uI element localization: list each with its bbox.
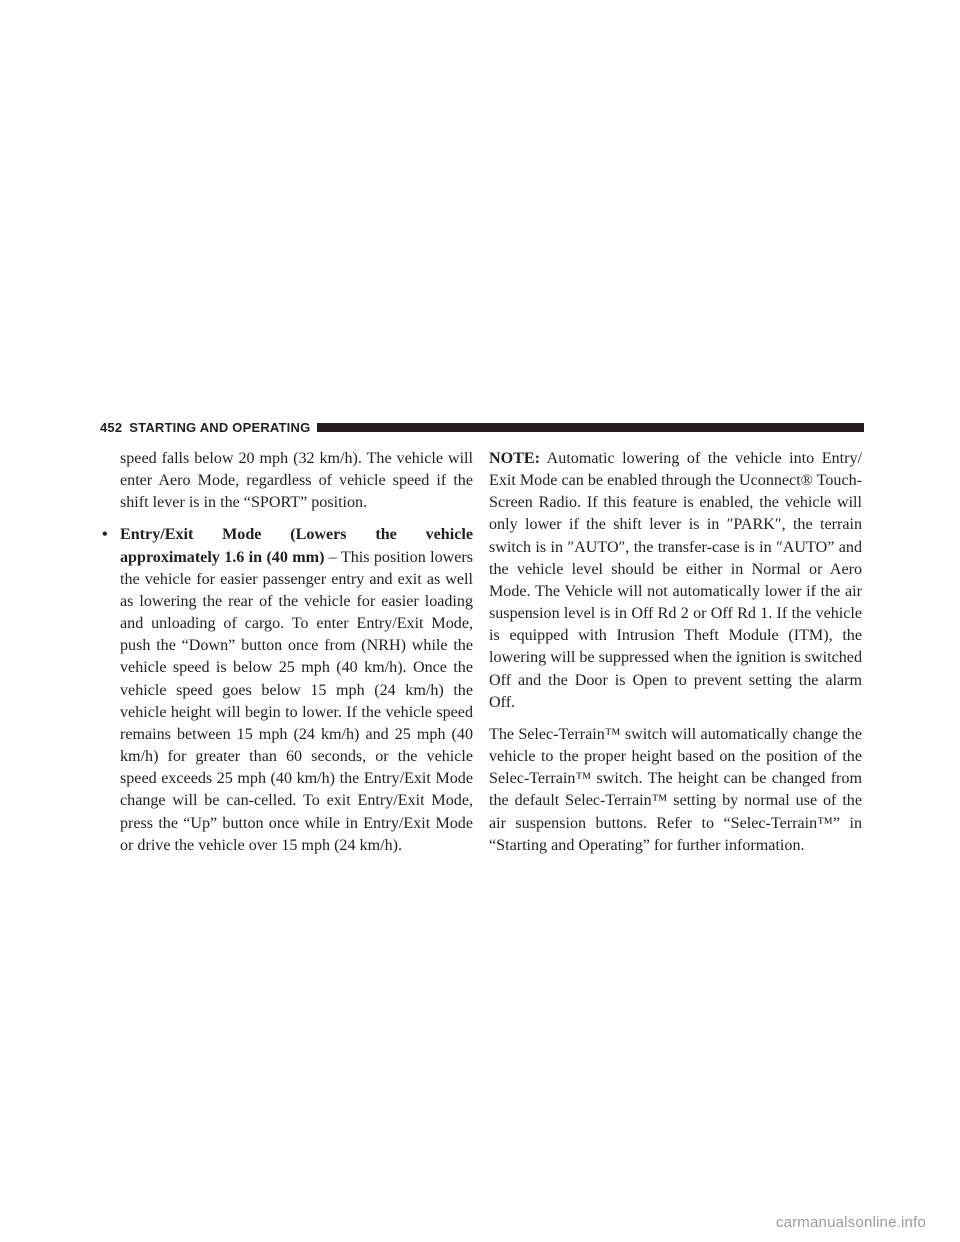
right-column [489,448,862,867]
page-number: 452 [100,419,123,435]
section-title: STARTING AND OPERATING [129,419,311,435]
bullet-icon: • [102,526,108,544]
selec-terrain-paragraph: The Selec-Terrain™ switch will automatically change the vehicle to the proper height based on the position of the Selec-Terrain™ switch. The height can be changed from the default Selec-Terrain™ setting by normal use of the air suspension buttons. Refer to “Selec-Terrain™” in “Starting and Operating” for further information. [489,725,862,854]
header-rule [317,423,864,432]
bullet-body: – This position lowers the vehicle for easier passenger entry and exit as well as lowering the rear of the vehicle for easier loading and unloading of cargo. To enter Entry/Exit Mode, push the “Down” button once from (NRH) while the vehicle speed is below 25 mph (40 km/h). Once the vehicle speed goes below 15 mph (24 km/h) the vehicle height will begin to lower. If the vehicle speed remains between 15 mph (24 km/h) and 25 mph (40 km/h) for greater than 60 seconds, or the vehicle speed exceeds 25 mph (40 km/h) the Entry/Exit Mode change will be can-celled. To exit Entry/Exit Mode, press the “Up” button once while in Entry/Exit Mode or drive the vehicle over 15 mph (24 km/h). [120,548,473,854]
note-body: Automatic lowering of the vehicle into Entry/ Exit Mode can be enabled through the Uconnect® Touch-Screen Radio. If this feature is enabled, the vehicle will only lower if the shift lever is in ″PARK″, the terrain switch is in ″AUTO″, the transfer-case is in ″AUTO” and the vehicle level should be either in Normal or Aero Mode. The Vehicle will not automatically lower if the air suspension level is in Off Rd 2 or Off Rd 1. If the vehicle is equipped with Intrusion Theft Module (ITM), the lowering will be suppressed when the ignition is switched Off and the Door is Open to prevent setting the alarm Off. [489,450,862,711]
watermark: carmanualsonline.info [775,1214,926,1231]
bullet-entry-exit-mode [100,524,473,856]
bullet-heading: Entry/Exit Mode (Lowers the vehicle approximately 1.6 in (40 mm) [120,526,473,566]
note-label: NOTE: [489,450,540,467]
continued-paragraph: speed falls below 20 mph (32 km/h). The vehicle will enter Aero Mode, regardless of vehicle speed if the shift lever is in the “SPORT” position. [120,450,473,512]
page-header [100,419,864,435]
left-column [100,448,473,867]
note-paragraph [489,448,862,714]
